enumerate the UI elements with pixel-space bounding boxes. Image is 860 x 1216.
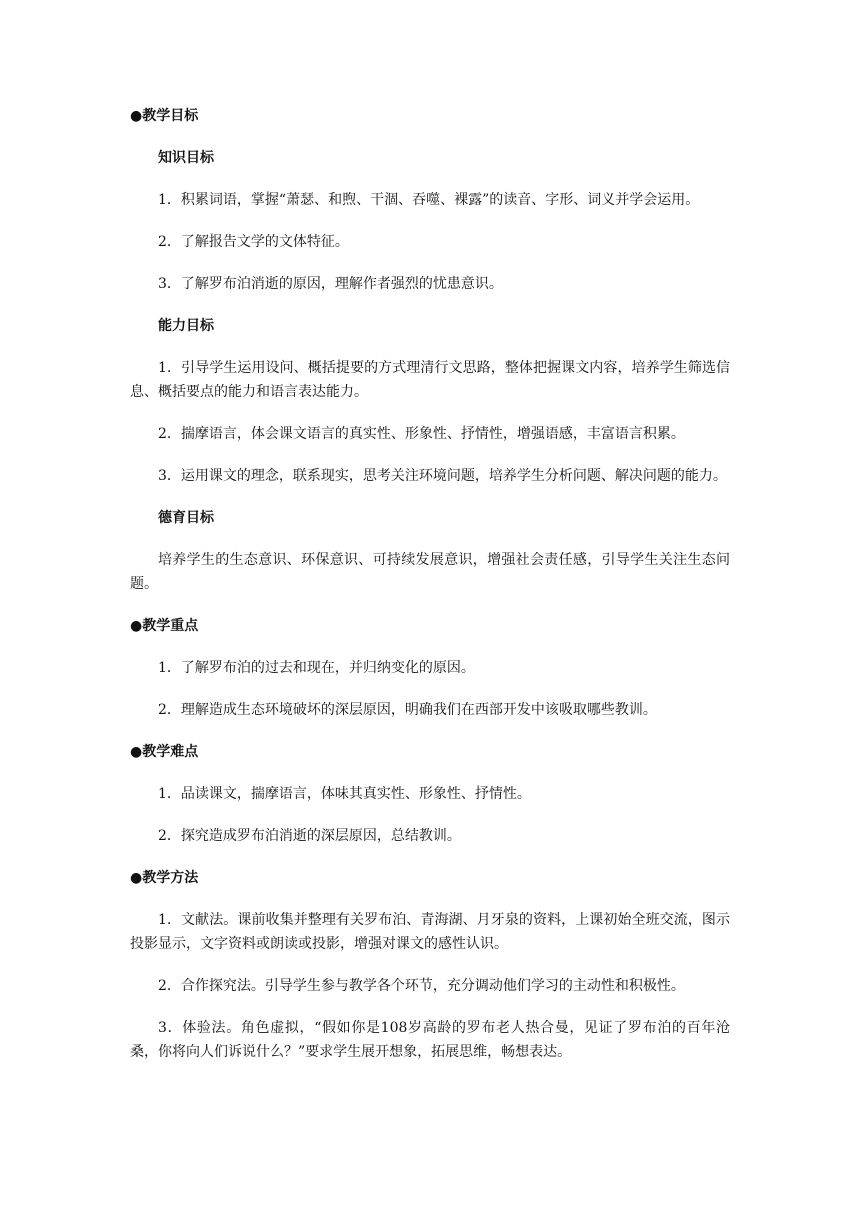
difficulty-item: 1．品读课文，揣摩语言，体味其真实性、形象性、抒情性。 xyxy=(158,786,531,802)
difficulty-item: 2．探究造成罗布泊消逝的深层原因，总结教训。 xyxy=(158,828,461,844)
knowledge-item: 3．了解罗布泊消逝的原因，理解作者强烈的忧患意识。 xyxy=(158,276,503,292)
section-heading-keypoints: ●教学重点 xyxy=(130,618,199,634)
section-heading-goals: ●教学目标 xyxy=(130,108,199,124)
document-page xyxy=(130,104,730,1082)
section-heading-difficulties: ●教学难点 xyxy=(130,744,199,760)
keypoint-item: 1．了解罗布泊的过去和现在，并归纳变化的原因。 xyxy=(158,660,475,676)
subheading-ability: 能力目标 xyxy=(158,318,214,334)
keypoint-item: 2．理解造成生态环境破坏的深层原因，明确我们在西部开发中该吸取哪些教训。 xyxy=(158,702,657,718)
section-heading-methods: ●教学方法 xyxy=(130,870,199,886)
method-item: 3．体验法。角色虚拟，“假如你是108岁高龄的罗布老人热合曼，见证了罗布泊的百年沧桑，你将向人们诉说什么？”要求学生展开想象，拓展思维，畅想表达。 xyxy=(130,1020,730,1060)
ability-item: 1．引导学生运用设问、概括提要的方式理清行文思路，整体把握课文内容，培养学生筛选信息、概括要点的能力和语言表达能力。 xyxy=(130,360,730,400)
subheading-moral: 德育目标 xyxy=(158,510,214,526)
method-item: 2．合作探究法。引导学生参与教学各个环节，充分调动他们学习的主动性和积极性。 xyxy=(158,978,685,994)
ability-item: 3．运用课文的理念，联系现实，思考关注环境问题，培养学生分析问题、解决问题的能力。 xyxy=(158,468,727,484)
knowledge-item: 2．了解报告文学的文体特征。 xyxy=(158,234,349,250)
method-item: 1．文献法。课前收集并整理有关罗布泊、青海湖、月牙泉的资料，上课初始全班交流，图示投影显示，文字资料或朗读或投影，增强对课文的感性认识。 xyxy=(130,912,730,952)
ability-item: 2．揣摩语言，体会课文语言的真实性、形象性、抒情性，增强语感，丰富语言积累。 xyxy=(158,426,685,442)
knowledge-item: 1．积累词语，掌握“萧瑟、和煦、干涸、吞噬、裸露”的读音、字形、词义并学会运用。 xyxy=(158,192,700,208)
moral-item: 培养学生的生态意识、环保意识、可持续发展意识，增强社会责任感，引导学生关注生态问题。 xyxy=(130,552,730,592)
subheading-knowledge: 知识目标 xyxy=(158,150,214,166)
